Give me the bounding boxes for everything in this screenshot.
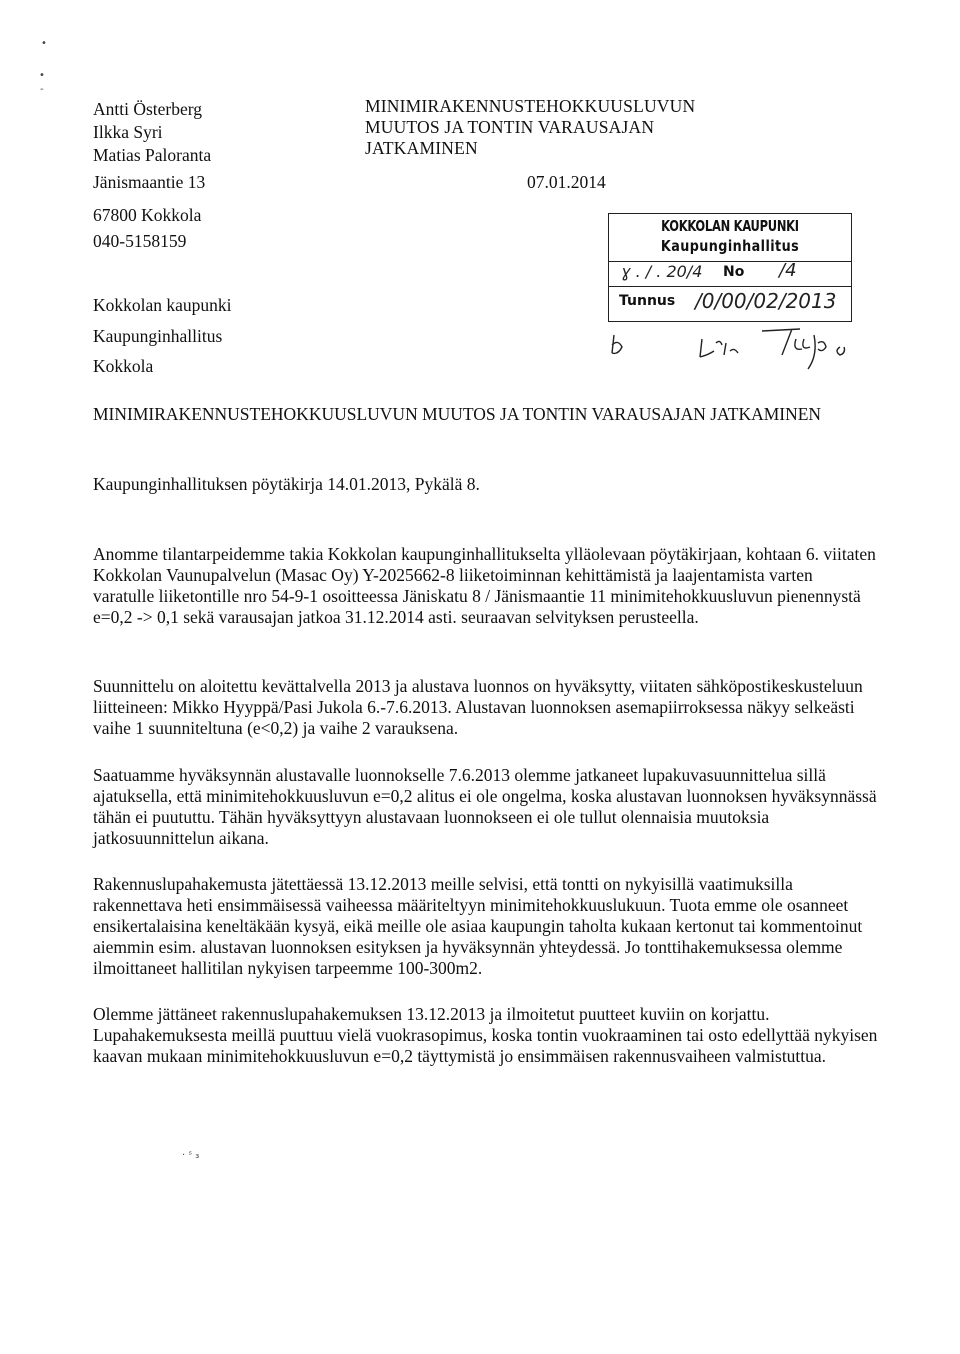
stamp-no-label: No xyxy=(723,264,745,280)
body-paragraph: Saatuamme hyväksynnän alustavalle luonnokselle 7.6.2013 olemme jatkaneet lupakuvasuunnittelua sillä ajatuksella, että minimitehokkuusluvun e=0,2 alitus ei ole ongelma, koska alustavan luonnoksen hyväksynnässä tähän ei puututtu. Tähän hyväksyttyyn alustavaan luonnokseen ei ole tullut olennaisia muutoksia jatkosuunnittelun aikana. xyxy=(93,765,877,848)
stamp-date-row xyxy=(609,261,851,286)
sender-block xyxy=(93,98,211,253)
header-title-line: MUUTOS JA TONTIN VARAUSAJAN xyxy=(365,117,655,137)
recipient-line: Kokkola xyxy=(93,356,154,376)
header-title xyxy=(365,96,695,159)
body-paragraph: Olemme jättäneet rakennuslupahakemuksen 13.12.2013 ja ilmoitetut puutteet kuviin on korjattu. Lupahakemuksesta meillä puuttuu vielä vuokrasopimus, koska tontin vuokraaminen tai osto edellyttää nykyisen kaavan mukaan minimitehokkuusluvun e=0,2 täyttymistä jo ensimmäisen rakennusvaiheen valmistuttua. xyxy=(93,1004,878,1066)
header-date: 07.01.2014 xyxy=(527,172,606,192)
body-paragraph: Anomme tilantarpeidemme takia Kokkolan kaupunginhallitukselta ylläolevaan pöytäkirjaan, kohtaan 6. viitaten Kokkolan Vaunupalvelun (Masac Oy) Y-2025662-8 liiketoiminnan kehittämistä ja laajentamista varten varatulle liiketontille nro 54-9-1 osoitteessa Jäniskatu 8 / Jänismaantie 11 minimitehokkuusluvun pienennystä e=0,2 -> 0,1 sekä varausajan jatkoa 31.12.2014 asti. seuraavan selvityksen perusteella. xyxy=(93,544,876,627)
scan-mark: • xyxy=(41,38,47,49)
stamp-handwritten-date: ɣ . / . 20/4 xyxy=(621,262,703,281)
stamp-handwritten-number: /4 xyxy=(779,260,797,281)
stamp-dept: Kaupunginhallitus xyxy=(660,237,800,255)
handwritten-signature xyxy=(604,325,864,375)
header-title-line: JATKAMINEN xyxy=(365,138,478,158)
sender-address: Jänismaantie 13 xyxy=(93,172,206,192)
sender-name: Ilkka Syri xyxy=(93,122,163,142)
sender-phone: 040-5158159 xyxy=(93,231,187,251)
document-reference: Kaupunginhallituksen pöytäkirja 14.01.2013, Pykälä 8. xyxy=(93,474,480,494)
scan-mark: · ˢ ₃ xyxy=(182,1150,200,1161)
stamp-handwritten-code: /0/00/02/2013 xyxy=(695,289,837,313)
stamp-tunnus-label: Tunnus xyxy=(619,293,676,309)
sender-name: Antti Österberg xyxy=(93,99,203,119)
stamp-tunnus-row xyxy=(609,286,851,321)
scan-mark: - xyxy=(40,84,44,95)
scan-mark: • xyxy=(39,70,45,81)
document-title: MINIMIRAKENNUSTEHOKKUUSLUVUN MUUTOS JA TONTIN VARAUSAJAN JATKAMINEN xyxy=(93,404,822,424)
received-stamp xyxy=(608,213,852,322)
body-paragraph: Rakennuslupahakemusta jätettäessä 13.12.2013 meille selvisi, että tontti on nykyisillä vaatimuksilla rakennettava heti ensimmäisessä vaiheessa määriteltyyn minimitehokkuuslukuun. Tuota emme ole osanneet ensikertalaisina keneltäkään kysyä, eikä meille ole asiaa kaupungin taholta kukaan kertonut tai kommentoinut aiemmin esim. alustavan luonnoksen esityksen ja hyväksynnän yhteydessä. Jo tonttihakemuksessa olemme ilmoittaneet hallitilan nykyisen tarpeemme 100-300m2. xyxy=(93,874,863,978)
sender-postal: 67800 Kokkola xyxy=(93,205,202,225)
body-paragraph: Suunnittelu on aloitettu kevättalvella 2013 ja alustava luonnos on hyväksytty, viitaten sähköpostikeskusteluun liitteineen: Mikko Hyyppä/Pasi Jukola 6.-7.6.2013. Alustavan luonnoksen asemapiirroksessa näkyy selkeästi vaihe 1 suunniteltuna (e<0,2) ja vaihe 2 varauksena. xyxy=(93,676,863,738)
recipient-line: Kaupunginhallitus xyxy=(93,325,223,346)
sender-name: Matias Paloranta xyxy=(93,145,212,165)
recipient-block xyxy=(93,290,232,382)
recipient-line: Kokkolan kaupunki xyxy=(93,295,232,315)
stamp-org: KOKKOLAN KAUPUNKI xyxy=(661,217,799,235)
header-title-line: MINIMIRAKENNUSTEHOKKUUSLUVUN xyxy=(365,96,696,116)
